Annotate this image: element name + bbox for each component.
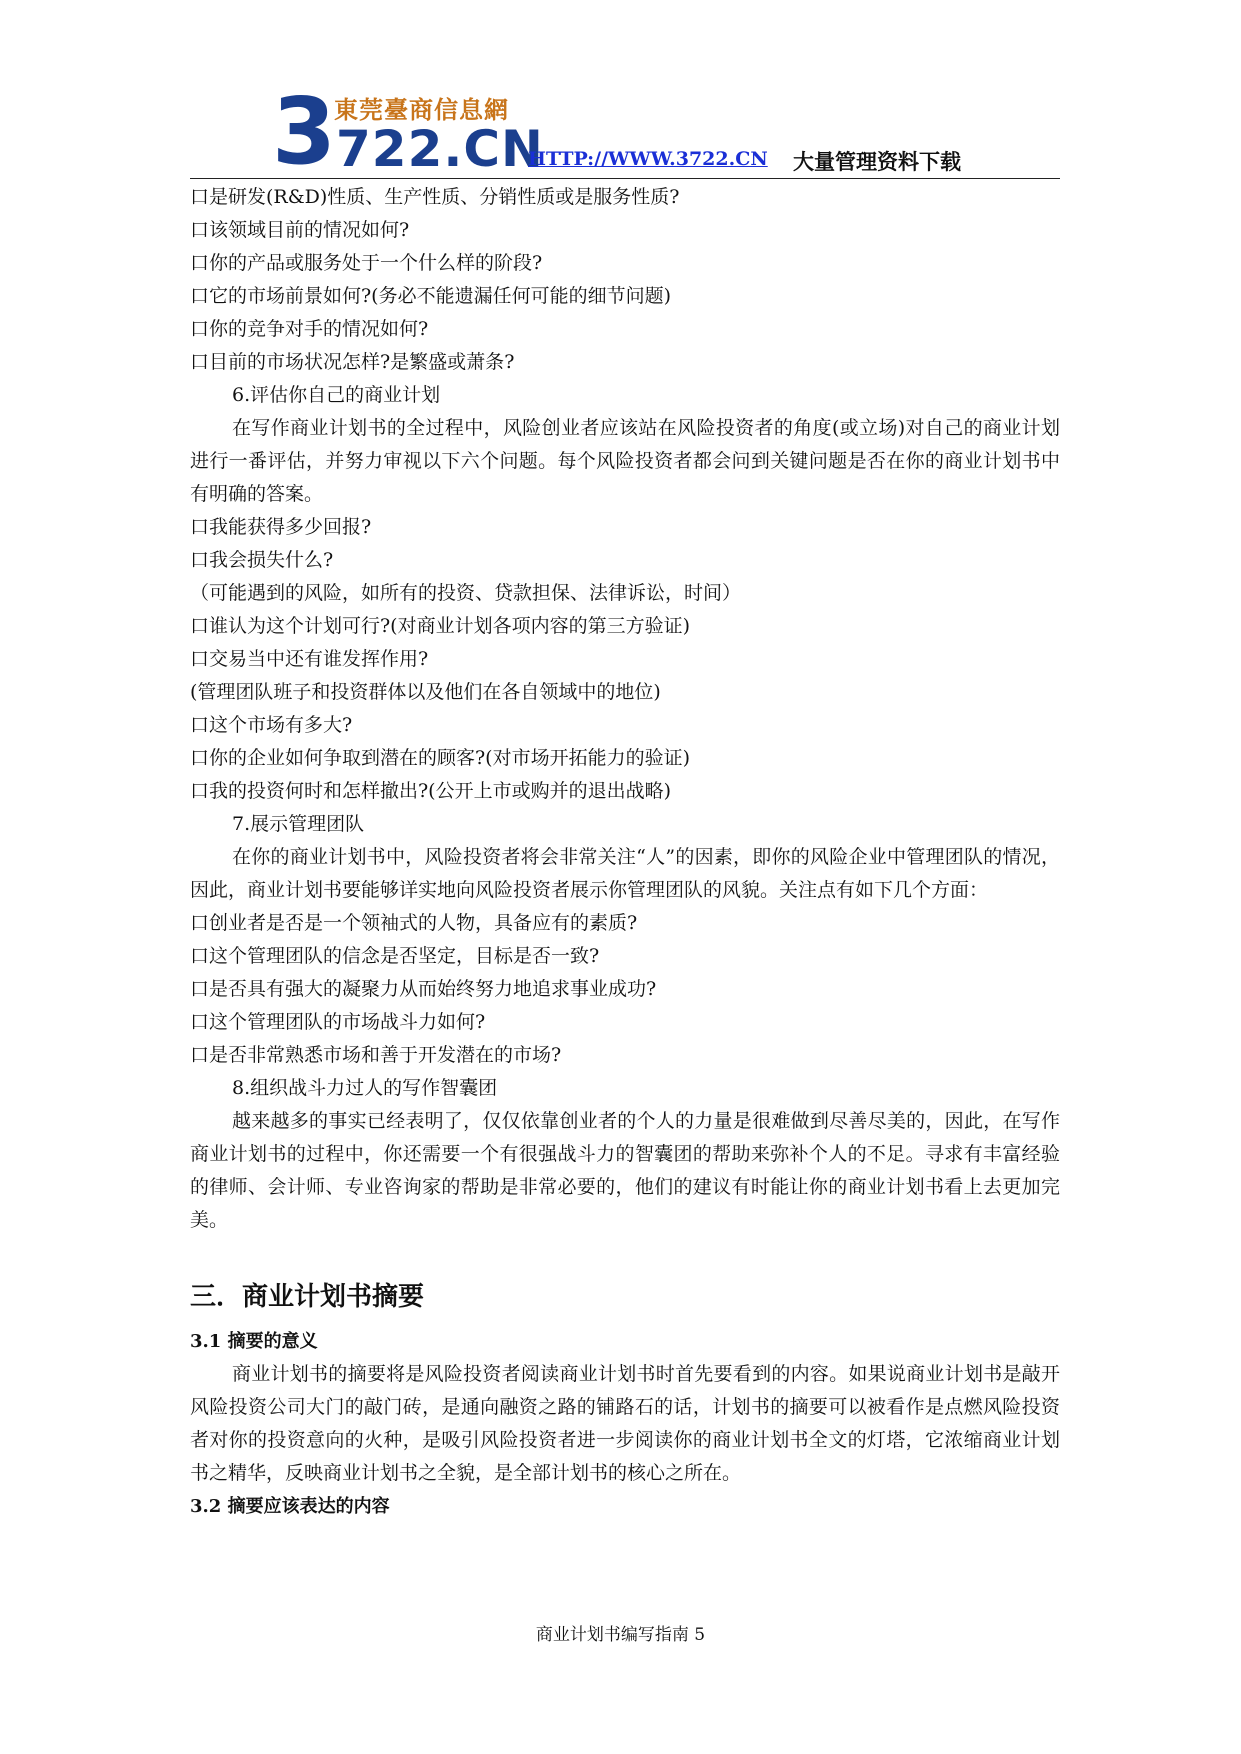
heading-6: 6.评估你自己的商业计划 bbox=[232, 384, 441, 406]
list-item: 口是否具有强大的凝聚力从而始终努力地追求事业成功? bbox=[190, 978, 657, 1000]
list-item: 口我的投资何时和怎样撤出?(公开上市或购并的退出战略) bbox=[190, 780, 672, 802]
section-title: 三．商业计划书摘要 bbox=[190, 1282, 425, 1312]
logo-chinese-name: 東莞臺商信息網 bbox=[334, 96, 509, 124]
list-item: 口你的产品或服务处于一个什么样的阶段? bbox=[190, 252, 543, 274]
list-item: 口我能获得多少回报? bbox=[190, 516, 372, 538]
list-item: 口交易当中还有谁发挥作用? bbox=[190, 648, 429, 670]
document-body bbox=[190, 181, 1060, 1523]
list-item: (管理团队班子和投资群体以及他们在各自领域中的地位) bbox=[190, 681, 661, 703]
list-item: （可能遇到的风险，如所有的投资、贷款担保、法律诉讼，时间） bbox=[190, 582, 742, 604]
list-item: 口这个管理团队的信念是否坚定，目标是否一致? bbox=[190, 945, 600, 967]
list-item: 口目前的市场状况怎样?是繁盛或萧条? bbox=[190, 351, 515, 373]
page-footer: 商业计划书编写指南 5 bbox=[535, 1625, 706, 1645]
subsection-title-3-2: 3.2 摘要应该表达的内容 bbox=[190, 1496, 390, 1517]
subsection-title-3-1: 3.1 摘要的意义 bbox=[190, 1331, 318, 1352]
list-item: 口这个市场有多大? bbox=[190, 714, 353, 736]
logo-domain: 722.CN bbox=[336, 120, 544, 178]
page-header bbox=[190, 78, 1060, 185]
list-item: 口谁认为这个计划可行?(对商业计划各项内容的第三方验证) bbox=[190, 615, 691, 637]
list-item: 口这个管理团队的市场战斗力如何? bbox=[190, 1011, 486, 1033]
list-item: 口是研发(R&D)性质、生产性质、分销性质或是服务性质? bbox=[190, 186, 680, 208]
logo-number: 3 bbox=[272, 78, 335, 185]
heading-8: 8.组织战斗力过人的写作智囊团 bbox=[232, 1077, 498, 1099]
list-item: 口该领域目前的情况如何? bbox=[190, 219, 410, 241]
paragraph-7: 在你的商业计划书中，风险投资者将会非常关注“人”的因素，即你的风险企业中管理团队的情况，因此，商业计划书要能够详实地向风险投资者展示你管理团队的风貌。关注点有如下几个方面： bbox=[190, 846, 1060, 901]
site-link[interactable]: HTTP://WWW.3722.CN bbox=[528, 148, 768, 170]
list-item: 口我会损失什么? bbox=[190, 549, 334, 571]
paragraph-8: 越来越多的事实已经表明了，仅仅依靠创业者的个人的力量是很难做到尽善尽美的，因此，在写作商业计划书的过程中，你还需要一个有很强战斗力的智囊团的帮助来弥补个人的不足。寻求有丰富经验的律师、会计师、专业咨询家的帮助是非常必要的，他们的建议有时能让你的商业计划书看上去更加完美。 bbox=[190, 1110, 1060, 1231]
list-item: 口它的市场前景如何?(务必不能遗漏任何可能的细节问题) bbox=[190, 285, 672, 307]
list-item: 口是否非常熟悉市场和善于开发潜在的市场? bbox=[190, 1044, 562, 1066]
site-logo[interactable] bbox=[272, 78, 544, 185]
header-tagline: 大量管理资料下载 bbox=[793, 150, 961, 174]
heading-7: 7.展示管理团队 bbox=[232, 813, 365, 835]
list-item: 口你的竞争对手的情况如何? bbox=[190, 318, 429, 340]
paragraph-3-1: 商业计划书的摘要将是风险投资者阅读商业计划书时首先要看到的内容。如果说商业计划书是敲开风险投资公司大门的敲门砖，是通向融资之路的铺路石的话，计划书的摘要可以被看作是点燃风险投资者对你的投资意向的火种，是吸引风险投资者进一步阅读你的商业计划书全文的灯塔，它浓缩商业计划书之精华，反映商业计划书之全貌，是全部计划书的核心之所在。 bbox=[190, 1363, 1060, 1484]
list-item: 口你的企业如何争取到潜在的顾客?(对市场开拓能力的验证) bbox=[190, 747, 691, 769]
paragraph-6: 在写作商业计划书的全过程中，风险创业者应该站在风险投资者的角度(或立场)对自己的商业计划进行一番评估，并努力审视以下六个问题。每个风险投资者都会问到关键问题是否在你的商业计划书中有明确的答案。 bbox=[190, 417, 1060, 505]
list-item: 口创业者是否是一个领袖式的人物，具备应有的素质? bbox=[190, 912, 638, 934]
